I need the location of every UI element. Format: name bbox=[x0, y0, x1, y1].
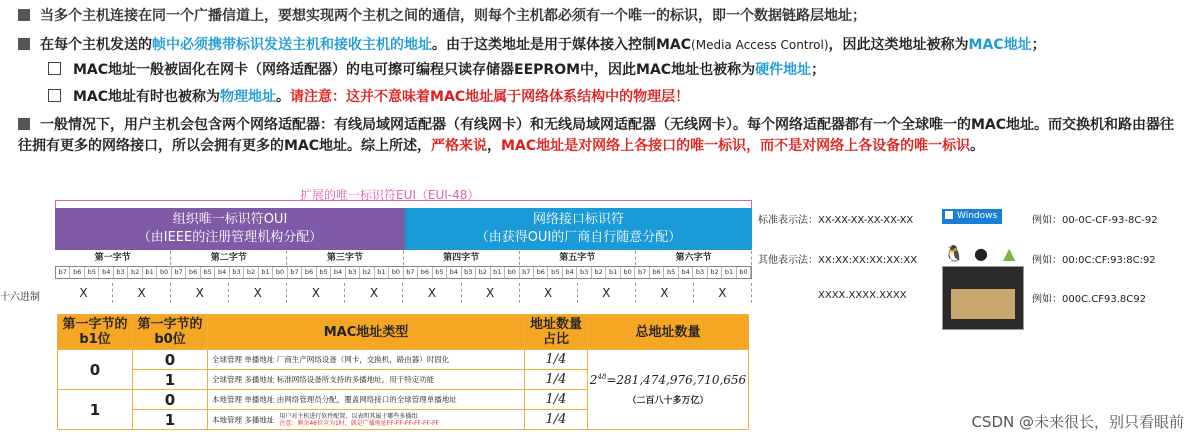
ratio-cell: 1/4 bbox=[525, 390, 588, 410]
bit-cell: b0 bbox=[273, 267, 287, 278]
bit-cell: b1 bbox=[491, 267, 505, 278]
col-header-b0: 第一字节的b0位 bbox=[133, 315, 208, 350]
std-example: 例如：00-0C-CF-93-8C-92 bbox=[1032, 215, 1158, 226]
bit-cell: b4 bbox=[563, 267, 577, 278]
hex-label: 十六进制 bbox=[0, 292, 40, 303]
bullet-1: 当多个主机连接在同一个广播信道上，要想实现两个主机之间的通信，则每个主机都必须有一个唯一的标识，即一个数据链路层地址； bbox=[18, 6, 866, 27]
b1-cell: 1 bbox=[58, 390, 133, 430]
bit-cell: b3 bbox=[346, 267, 360, 278]
byte-label: 第三字节 bbox=[287, 251, 403, 265]
hex-cell: X bbox=[636, 283, 694, 303]
bit-cell: b5 bbox=[317, 267, 331, 278]
cisco-notation: XXXX.XXXX.XXXX bbox=[818, 290, 907, 301]
apple-icon: ● bbox=[974, 244, 988, 263]
bit-cell: b5 bbox=[548, 267, 562, 278]
bit-row bbox=[55, 266, 752, 279]
byte-label: 第二字节 bbox=[171, 251, 287, 265]
total-cell bbox=[588, 350, 749, 430]
total-formula: $2^{48}=281,474,976,710,656$ bbox=[589, 373, 747, 387]
bit-cell: b4 bbox=[99, 267, 113, 278]
hex-cell: X bbox=[462, 283, 520, 303]
bit-cell: b1 bbox=[259, 267, 273, 278]
bit-cell: b2 bbox=[128, 267, 142, 278]
hex-cell: X bbox=[55, 283, 113, 303]
ratio-cell: 1/4 bbox=[525, 350, 588, 370]
bit-cell: b4 bbox=[679, 267, 693, 278]
bit-cell: b5 bbox=[201, 267, 215, 278]
byte-label: 第六字节 bbox=[636, 251, 752, 265]
bit-cell: b6 bbox=[650, 267, 664, 278]
mac-type-table bbox=[57, 314, 749, 430]
bullet-3: 一般情况下，用户主机会包含两个网络适配器：有线局域网适配器（有线网卡）和无线局域网适配器（无线网卡）。每个网络适配器都有一个全球唯一的MAC地址。而交换机和路由器往往拥有更多的网络接口，所以会拥有更多的MAC地址。综上所述，严格来说，MAC地址是对网络上各接口的唯一标识，而不是对网络上各设备的唯一标识。 bbox=[18, 117, 1175, 154]
bit-cell: b7 bbox=[288, 267, 302, 278]
oui-block bbox=[55, 208, 405, 250]
thumbnail-picture bbox=[951, 289, 1015, 319]
type-cell: 全球管理 多播地址 标准网络设备所支持的多播地址，用于特定功能 bbox=[208, 370, 525, 390]
byte-row bbox=[55, 251, 752, 265]
bit-cell: b7 bbox=[172, 267, 186, 278]
b1-cell: 0 bbox=[58, 350, 133, 390]
checkbox-bullet-icon bbox=[48, 89, 61, 102]
bit-cell: b3 bbox=[693, 267, 707, 278]
b0-cell: 1 bbox=[133, 410, 208, 430]
bit-cell: b4 bbox=[331, 267, 345, 278]
windows-badge: Windows bbox=[942, 209, 1002, 224]
linux-icon: 🐧 bbox=[944, 244, 964, 263]
bit-cell: b2 bbox=[476, 267, 490, 278]
col-header-type: MAC地址类型 bbox=[208, 315, 525, 350]
bit-cell: b1 bbox=[722, 267, 736, 278]
bit-cell: b1 bbox=[606, 267, 620, 278]
bit-cell: b7 bbox=[404, 267, 418, 278]
nic-title: 网络接口标识符 bbox=[532, 212, 624, 227]
table-row bbox=[58, 350, 749, 370]
col-header-ratio: 地址数量占比 bbox=[525, 315, 588, 350]
eui-title: 扩展的唯一标识符EUI（EUI-48） bbox=[300, 188, 480, 202]
bit-cell: b7 bbox=[635, 267, 649, 278]
b0-cell: 1 bbox=[133, 370, 208, 390]
bit-cell: b7 bbox=[520, 267, 534, 278]
watermark: CSDN @未来很长，别只看眼前 bbox=[971, 413, 1184, 431]
byte-label: 第五字节 bbox=[520, 251, 636, 265]
type-cell: 全球管理 单播地址 厂商生产网络设备（网卡，交换机，路由器）时固化 bbox=[208, 350, 525, 370]
b0-cell: 0 bbox=[133, 390, 208, 410]
bit-cell: b6 bbox=[70, 267, 84, 278]
sub-bullet-1: MAC地址一般被固化在网卡（网络适配器）的电可擦可编程只读存储器EEPROM中，因此MAC地址也被称为硬件地址； bbox=[48, 60, 825, 81]
bit-cell: b0 bbox=[505, 267, 519, 278]
cisco-thumbnail-image bbox=[942, 266, 1024, 330]
std-notation: 标准表示法：XX-XX-XX-XX-XX-XX bbox=[758, 215, 914, 226]
bit-cell: b4 bbox=[215, 267, 229, 278]
bullet-2: 在每个主机发送的帧中必须携带标识发送主机和接收主机的地址。由于这类地址是用于媒体接入控制MAC(Media Access Control)，因此这类地址被称为MAC地址； bbox=[18, 35, 1046, 56]
hex-cell: X bbox=[345, 283, 403, 303]
byte-label: 第一字节 bbox=[55, 251, 171, 265]
bit-cell: b6 bbox=[302, 267, 316, 278]
checkbox-bullet-icon bbox=[48, 62, 61, 75]
col-header-total: 总地址数量 bbox=[588, 315, 749, 350]
ratio-cell: 1/4 bbox=[525, 370, 588, 390]
bit-cell: b0 bbox=[621, 267, 635, 278]
bit-cell: b2 bbox=[244, 267, 258, 278]
bit-cell: b1 bbox=[143, 267, 157, 278]
hex-row bbox=[55, 283, 752, 303]
type-cell: 本地管理 多播地址 用户对主机进行软件配置，以表明其属于哪些多播组 注意：剩余46位全为1时，就是广播地址FF-FF-FF-FF-FF-FF bbox=[208, 410, 525, 430]
hex-cell: X bbox=[578, 283, 636, 303]
bit-cell: b5 bbox=[664, 267, 678, 278]
bit-cell: b2 bbox=[592, 267, 606, 278]
bit-cell: b0 bbox=[737, 267, 751, 278]
hex-cell: X bbox=[171, 283, 229, 303]
hex-cell: X bbox=[287, 283, 345, 303]
bit-cell: b0 bbox=[157, 267, 171, 278]
hex-cell: X bbox=[694, 283, 752, 303]
other-notation: 其他表示法：XX:XX:XX:XX:XX:XX bbox=[758, 255, 918, 266]
nic-subtitle: （由获得OUI的厂商自行随意分配） bbox=[475, 230, 682, 245]
cisco-example: 例如：000C.CF93.8C92 bbox=[1032, 294, 1146, 305]
android-icon: ▲ bbox=[1003, 244, 1016, 263]
square-bullet-icon bbox=[18, 38, 30, 50]
bit-cell: b2 bbox=[360, 267, 374, 278]
hex-cell: X bbox=[113, 283, 171, 303]
oui-subtitle: （由IEEE的注册管理机构分配） bbox=[137, 230, 323, 245]
hex-cell: X bbox=[229, 283, 287, 303]
square-bullet-icon bbox=[18, 118, 30, 130]
bit-cell: b7 bbox=[56, 267, 70, 278]
total-note: （二百八十多万亿） bbox=[627, 396, 709, 406]
type-cell: 本地管理 单播地址 由网络管理员分配，覆盖网络接口的全球管理单播地址 bbox=[208, 390, 525, 410]
bit-cell: b2 bbox=[708, 267, 722, 278]
bit-cell: b5 bbox=[85, 267, 99, 278]
bit-cell: b0 bbox=[389, 267, 403, 278]
oui-title: 组织唯一标识符OUI bbox=[172, 212, 288, 227]
square-bullet-icon bbox=[18, 9, 30, 21]
bit-cell: b3 bbox=[114, 267, 128, 278]
bit-cell: b6 bbox=[186, 267, 200, 278]
bit-cell: b3 bbox=[230, 267, 244, 278]
hex-cell: X bbox=[520, 283, 578, 303]
bit-cell: b5 bbox=[433, 267, 447, 278]
bit-cell: b3 bbox=[462, 267, 476, 278]
sub-bullet-2: MAC地址有时也被称为物理地址。请注意：这并不意味着MAC地址属于网络体系结构中的物理层！ bbox=[48, 87, 689, 108]
ratio-cell: 1/4 bbox=[525, 410, 588, 430]
bit-cell: b6 bbox=[534, 267, 548, 278]
hex-cell: X bbox=[403, 283, 461, 303]
bit-cell: b4 bbox=[447, 267, 461, 278]
bit-cell: b3 bbox=[577, 267, 591, 278]
b0-cell: 0 bbox=[133, 350, 208, 370]
bit-cell: b6 bbox=[418, 267, 432, 278]
byte-label: 第四字节 bbox=[404, 251, 520, 265]
col-header-b1: 第一字节的b1位 bbox=[58, 315, 133, 350]
bit-cell: b1 bbox=[375, 267, 389, 278]
other-example: 例如：00:0C:CF:93:8C:92 bbox=[1032, 255, 1156, 266]
nic-block bbox=[405, 208, 752, 250]
windows-icon bbox=[945, 211, 953, 219]
